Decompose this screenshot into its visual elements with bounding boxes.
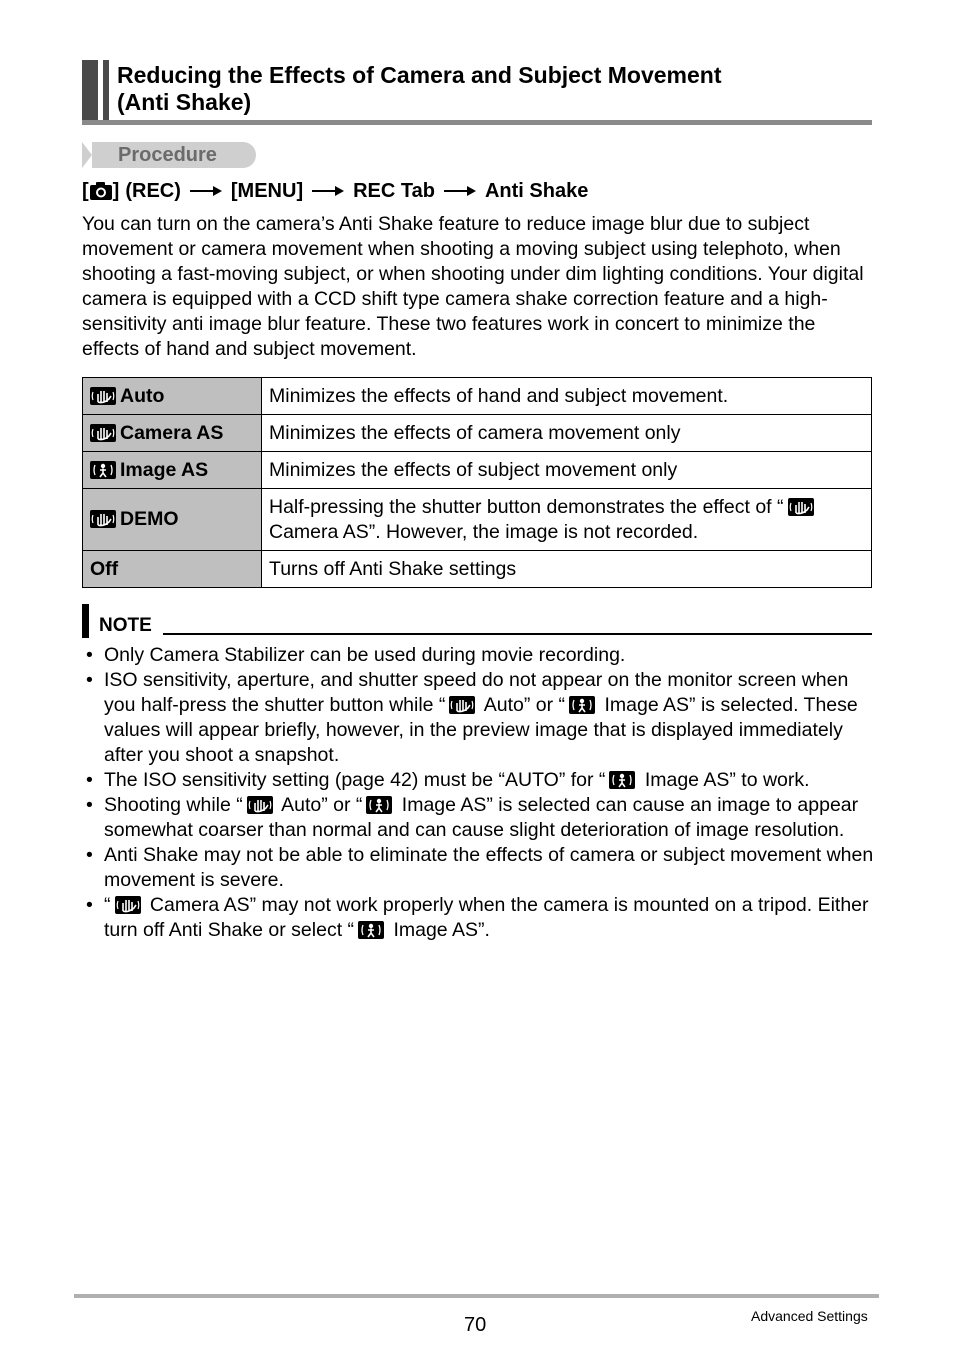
menu-path-rec: (REC) — [125, 180, 181, 202]
table-row — [83, 378, 872, 415]
title-accent-bar-thin — [103, 60, 109, 124]
table-row — [83, 415, 872, 452]
procedure-label: Procedure — [118, 144, 217, 166]
list-item: • “ Camera AS” may not work properly when the camera is mounted on a tripod. Either turn off Anti Shake or select “ Image AS”. — [86, 894, 869, 941]
page-title — [117, 62, 722, 116]
page-title-line2: (Anti Shake) — [117, 89, 252, 115]
camera-as-icon — [115, 896, 141, 914]
footer-section-name: Advanced Settings — [751, 1308, 868, 1324]
table-row — [83, 489, 872, 551]
image-as-icon — [569, 696, 595, 714]
description-cell: Minimizes the effects of camera movement only — [262, 415, 872, 452]
list-item: • The ISO sensitivity setting (page 42) must be “AUTO” for “ Image AS” to work. — [86, 769, 810, 791]
intro-paragraph: You can turn on the camera’s Anti Shake feature to reduce image blur due to subject movement or camera movement when shooting a moving subject using telephoto, when shooting a fast-moving subject, or when shooting under dim lighting conditions. Your digital camera is equipped with a CCD shift type camera shake correction feature and a high-sensitivity anti image blur feature. These two features work in concert to minimize the effects of hand and subject movement. — [82, 213, 864, 360]
procedure-badge — [82, 142, 256, 168]
title-accent-bar — [82, 60, 98, 124]
note-heading: NOTE — [99, 615, 152, 636]
section-title-block — [82, 60, 872, 126]
menu-path: [ ] (REC) [MENU] REC Tab Anti Shake — [82, 180, 589, 202]
arrow-right-icon — [311, 185, 345, 197]
mode-cell-camera-as: Camera AS — [83, 415, 262, 452]
description-cell: Minimizes the effects of hand and subject movement. — [262, 378, 872, 415]
anti-shake-settings-table — [82, 377, 872, 588]
menu-path-item: Anti Shake — [484, 180, 589, 202]
image-as-icon — [358, 921, 384, 939]
anti-shake-auto-icon — [90, 387, 116, 405]
list-item: • Anti Shake may not be able to eliminate the effects of camera or subject movement when movement is severe. — [86, 844, 874, 891]
note-rule — [163, 633, 872, 635]
image-as-icon — [609, 771, 635, 789]
title-underline — [82, 120, 872, 125]
page-title-line1: Reducing the Effects of Camera and Subject Movement — [117, 62, 722, 88]
list-item: • Only Camera Stabilizer can be used during movie recording. — [86, 644, 626, 666]
description-cell: Turns off Anti Shake settings — [262, 551, 872, 588]
footer-rule — [74, 1294, 879, 1298]
notes-list — [82, 643, 877, 943]
list-item: • Shooting while “ Auto” or “ Image AS” is selected can cause an image to appear somewhat coarser than normal and can cause slight deterioration of image resolution. — [86, 794, 859, 841]
anti-shake-auto-icon — [247, 796, 273, 814]
camera-as-icon — [788, 498, 814, 516]
arrow-right-icon — [443, 185, 477, 197]
description-cell: Minimizes the effects of subject movement only — [262, 452, 872, 489]
mode-cell-auto: Auto — [83, 378, 262, 415]
menu-path-menu: [MENU] — [230, 180, 304, 202]
image-as-icon — [90, 461, 116, 479]
camera-as-icon — [90, 424, 116, 442]
note-accent-bar — [82, 604, 89, 638]
mode-cell-image-as: Image AS — [83, 452, 262, 489]
list-item: • ISO sensitivity, aperture, and shutter speed do not appear on the monitor screen when you half-press the shutter button while “ Auto” or “ Image AS” is selected. These values will appear briefly, however, in the preview image that is displayed immediately after you shoot a snapshot. — [86, 669, 858, 766]
table-row — [83, 551, 872, 588]
description-cell: Half-pressing the shutter button demonstrates the effect of “ Camera AS”. However, the image is not recorded. — [262, 489, 872, 551]
procedure-chevron-icon — [82, 142, 92, 168]
image-as-icon — [366, 796, 392, 814]
demo-icon — [90, 510, 116, 528]
camera-icon — [89, 181, 113, 201]
mode-cell-off: Off — [83, 551, 262, 588]
mode-cell-demo: DEMO — [83, 489, 262, 551]
arrow-right-icon — [189, 185, 223, 197]
menu-path-tab: REC Tab — [353, 180, 435, 202]
anti-shake-auto-icon — [449, 696, 475, 714]
table-row — [83, 452, 872, 489]
page-number: 70 — [464, 1314, 487, 1336]
